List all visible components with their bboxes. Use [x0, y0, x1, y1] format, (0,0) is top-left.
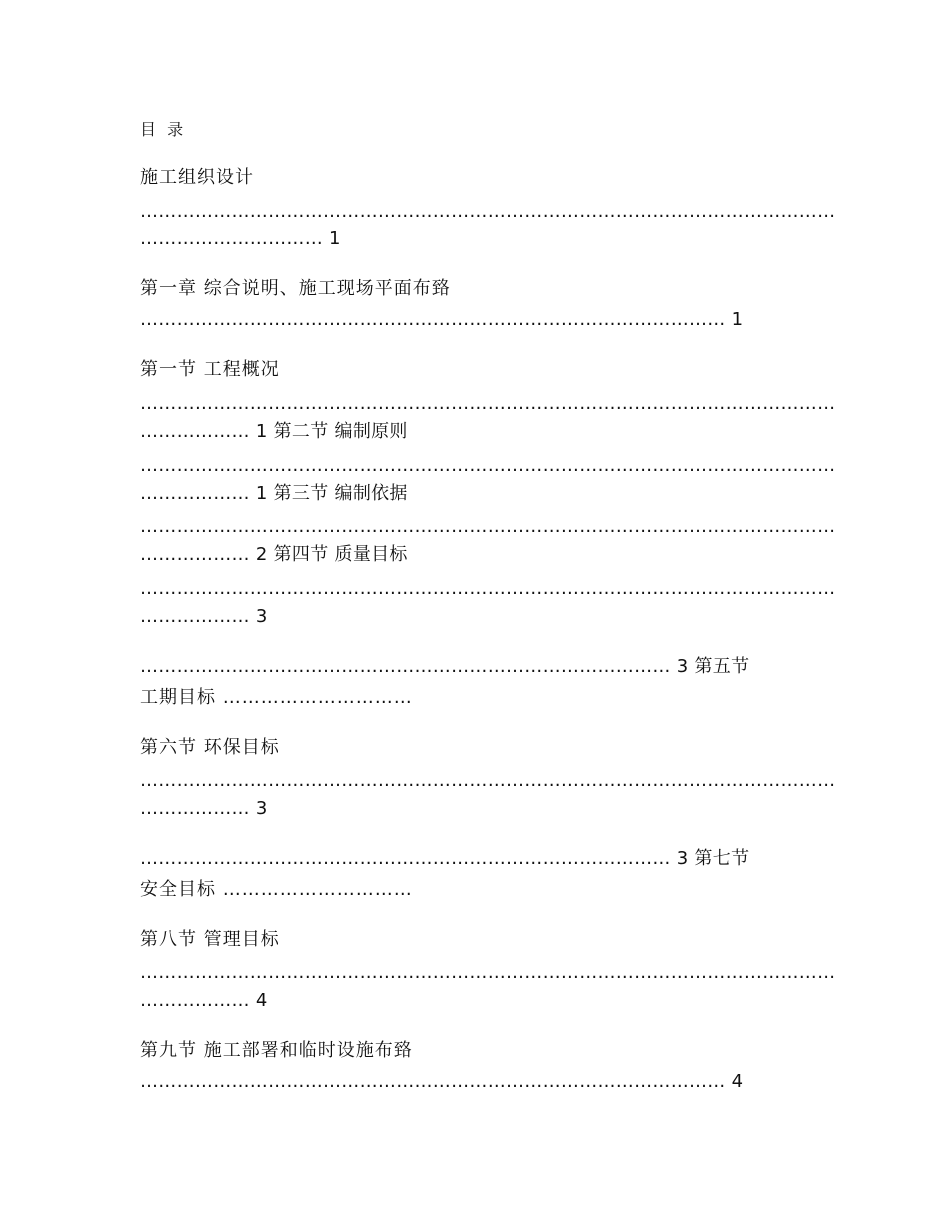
toc-entry-chapter-1: 第一章 综合说明、施工现场平面布臵 — [140, 278, 451, 299]
toc-leader-page-with-entry: ……………… 2 第四节 质量目标 — [140, 544, 408, 565]
toc-leader-line: …………………………………………………………………………………………………… — [140, 201, 836, 222]
toc-leader-page: ……………… 3 — [140, 798, 268, 819]
toc-leader-page: …………………………………………………………………………………… 1 — [140, 309, 744, 330]
toc-leader-page-with-entry: ……………… 1 第三节 编制依据 — [140, 483, 408, 504]
toc-entry-section-5: 工期目标 ………………………… — [140, 687, 413, 708]
toc-leader-line: …………………………………………………………………………………………………… — [140, 578, 836, 599]
toc-leader-page: ……………… 3 — [140, 606, 268, 627]
toc-entry-section-6: 第六节 环保目标 — [140, 737, 280, 758]
toc-leader-page-with-entry: ……………… 1 第二节 编制原则 — [140, 421, 408, 442]
toc-leader-page: ……………… 4 — [140, 990, 268, 1011]
toc-leader-line: …………………………………………………………………………………………………… — [140, 455, 836, 476]
toc-entry-section-1: 第一节 工程概况 — [140, 359, 280, 380]
toc-entry-heading: 施工组织设计 — [140, 167, 254, 188]
toc-leader-line: …………………………………………………………………………………………………… — [140, 516, 836, 537]
toc-leader-page-with-entry: …………………………………………………………………………… 3 第五节 — [140, 656, 750, 677]
toc-title: 目 录 — [140, 120, 187, 139]
toc-entry-section-7: 安全目标 ………………………… — [140, 879, 413, 900]
toc-leader-page: …………………………………………………………………………………… 4 — [140, 1071, 744, 1092]
toc-leader-line: …………………………………………………………………………………………………… — [140, 962, 836, 983]
toc-leader-page: ………………………… 1 — [140, 228, 341, 249]
toc-entry-section-9: 第九节 施工部署和临时设施布臵 — [140, 1040, 413, 1061]
toc-leader-line: …………………………………………………………………………………………………… — [140, 770, 836, 791]
toc-leader-line: …………………………………………………………………………………………………… — [140, 393, 836, 414]
toc-entry-section-8: 第八节 管理目标 — [140, 929, 280, 950]
toc-leader-page-with-entry: …………………………………………………………………………… 3 第七节 — [140, 848, 750, 869]
